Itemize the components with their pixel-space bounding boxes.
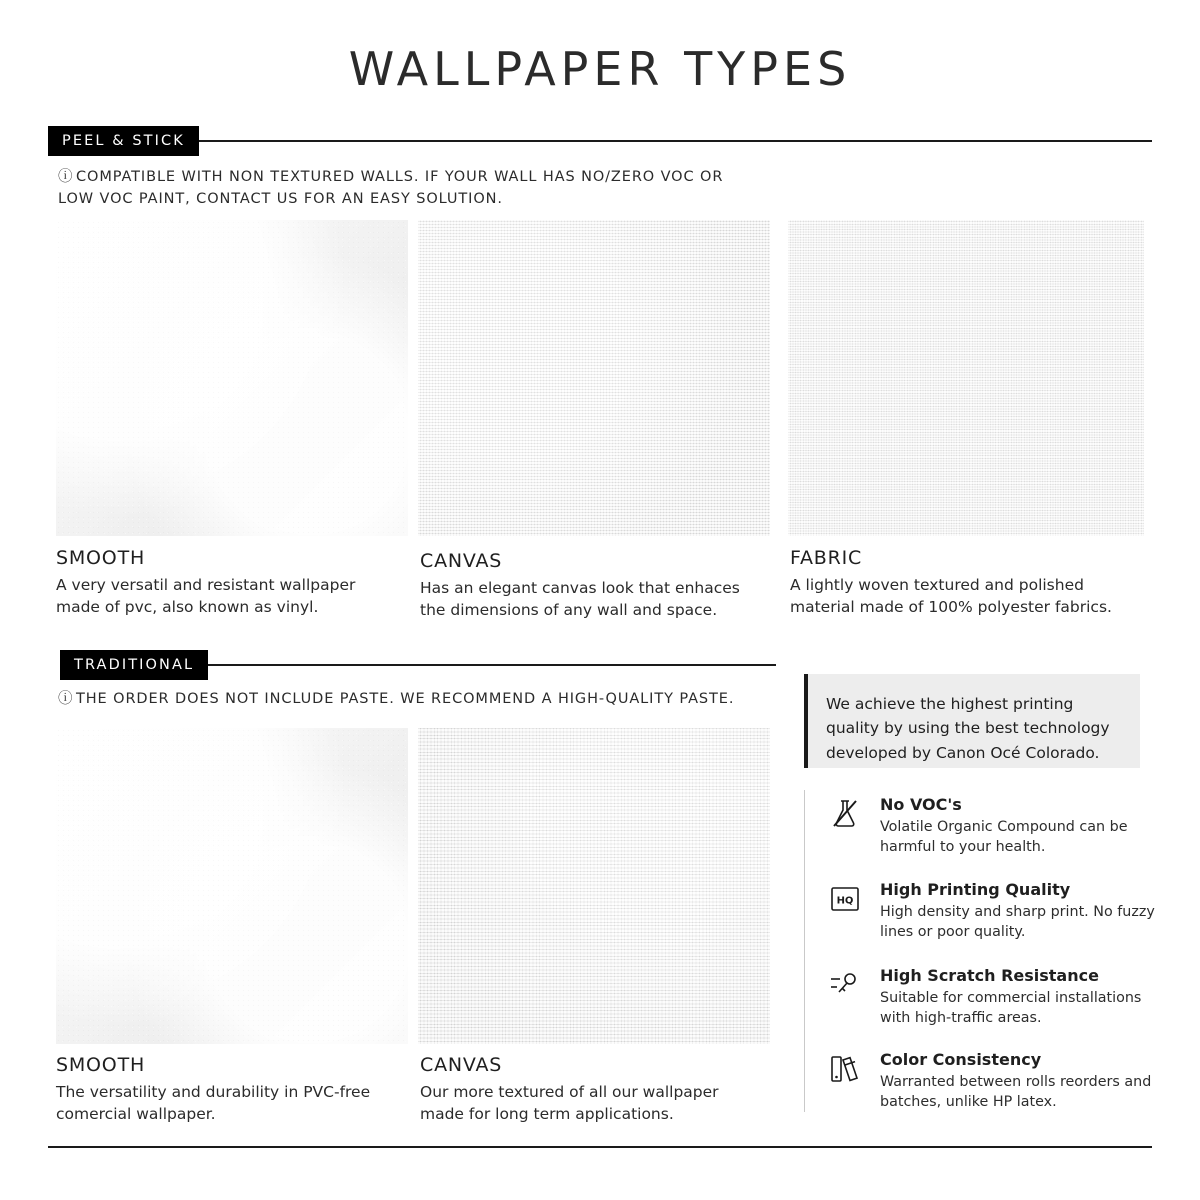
- swatch-peel-smooth: [56, 220, 408, 536]
- feature-title: High Scratch Resistance: [880, 966, 1099, 985]
- feature-high-scratch-resistance: [826, 966, 1156, 1029]
- section-rule: [208, 664, 776, 667]
- color-consistency-icon: [826, 1050, 864, 1088]
- scratch-resistance-icon: [826, 966, 864, 1004]
- feature-description: Suitable for commercial installations with high-traffic areas.: [880, 990, 1142, 1027]
- quality-quote-box: [804, 674, 1140, 768]
- caption-title-peel-fabric: FABRIC: [790, 547, 863, 569]
- caption-body-peel-fabric: A lightly woven textured and polished material made of 100% polyester fabrics.: [790, 576, 1112, 616]
- feature-title: No VOC's: [880, 795, 962, 814]
- caption-title-traditional-canvas: CANVAS: [420, 1054, 503, 1076]
- feature-high-printing-quality: [826, 880, 1156, 943]
- page-title: WALLPAPER TYPES: [348, 42, 852, 96]
- section-tag-traditional: TRADITIONAL: [60, 650, 208, 680]
- caption-title-peel-canvas: CANVAS: [420, 550, 503, 572]
- caption-title-peel-smooth: SMOOTH: [56, 547, 146, 569]
- swatch-peel-fabric: [788, 220, 1144, 536]
- feature-title: High Printing Quality: [880, 880, 1071, 899]
- section-header-traditional: [60, 650, 776, 680]
- info-icon: ⓘ: [58, 169, 74, 185]
- section-tag-peel-stick: PEEL & STICK: [48, 126, 199, 156]
- feature-description: High density and sharp print. No fuzzy lines or poor quality.: [880, 904, 1155, 941]
- section-rule: [199, 140, 1152, 143]
- quality-quote-text: We achieve the highest printing quality by using the best technology developed by Canon Océ Colorado.: [826, 695, 1110, 762]
- section-note-traditional: [58, 689, 758, 711]
- section-note-text: THE ORDER DOES NOT INCLUDE PASTE. WE RECOMMEND A HIGH-QUALITY PASTE.: [76, 691, 735, 707]
- feature-description: Volatile Organic Compound can be harmful to your health.: [880, 819, 1128, 856]
- caption-body-traditional-smooth: The versatility and durability in PVC-free comercial wallpaper.: [56, 1083, 371, 1123]
- feature-title: Color Consistency: [880, 1050, 1042, 1069]
- footer-rule: [48, 1146, 1152, 1149]
- feature-color-consistency: [826, 1050, 1156, 1113]
- info-icon: ⓘ: [58, 691, 74, 707]
- caption-body-traditional-canvas: Our more textured of all our wallpaper made for long term applications.: [420, 1083, 719, 1123]
- section-note-peel-stick: [58, 167, 758, 211]
- section-note-text: COMPATIBLE WITH NON TEXTURED WALLS. IF YOUR WALL HAS NO/ZERO VOC OR LOW VOC PAINT, CONTACT US FOR AN EASY SOLUTION.: [58, 169, 724, 207]
- quality-divider: [804, 790, 805, 1112]
- swatch-traditional-canvas: [418, 728, 770, 1044]
- caption-body-peel-smooth: A very versatil and resistant wallpaper made of pvc, also known as vinyl.: [56, 576, 356, 616]
- feature-description: Warranted between rolls reorders and batches, unlike HP latex.: [880, 1074, 1152, 1111]
- hq-print-icon: [826, 880, 864, 918]
- caption-body-peel-canvas: Has an elegant canvas look that enhaces the dimensions of any wall and space.: [420, 579, 740, 619]
- swatch-peel-canvas: [418, 220, 770, 536]
- svg-text:HQ: HQ: [836, 895, 854, 907]
- no-voc-flask-icon: [826, 795, 864, 833]
- feature-no-voc: [826, 795, 1156, 858]
- quote-accent-bar: [804, 674, 808, 768]
- swatch-traditional-smooth: [56, 728, 408, 1044]
- section-header-peel-stick: [48, 126, 1152, 156]
- caption-title-traditional-smooth: SMOOTH: [56, 1054, 146, 1076]
